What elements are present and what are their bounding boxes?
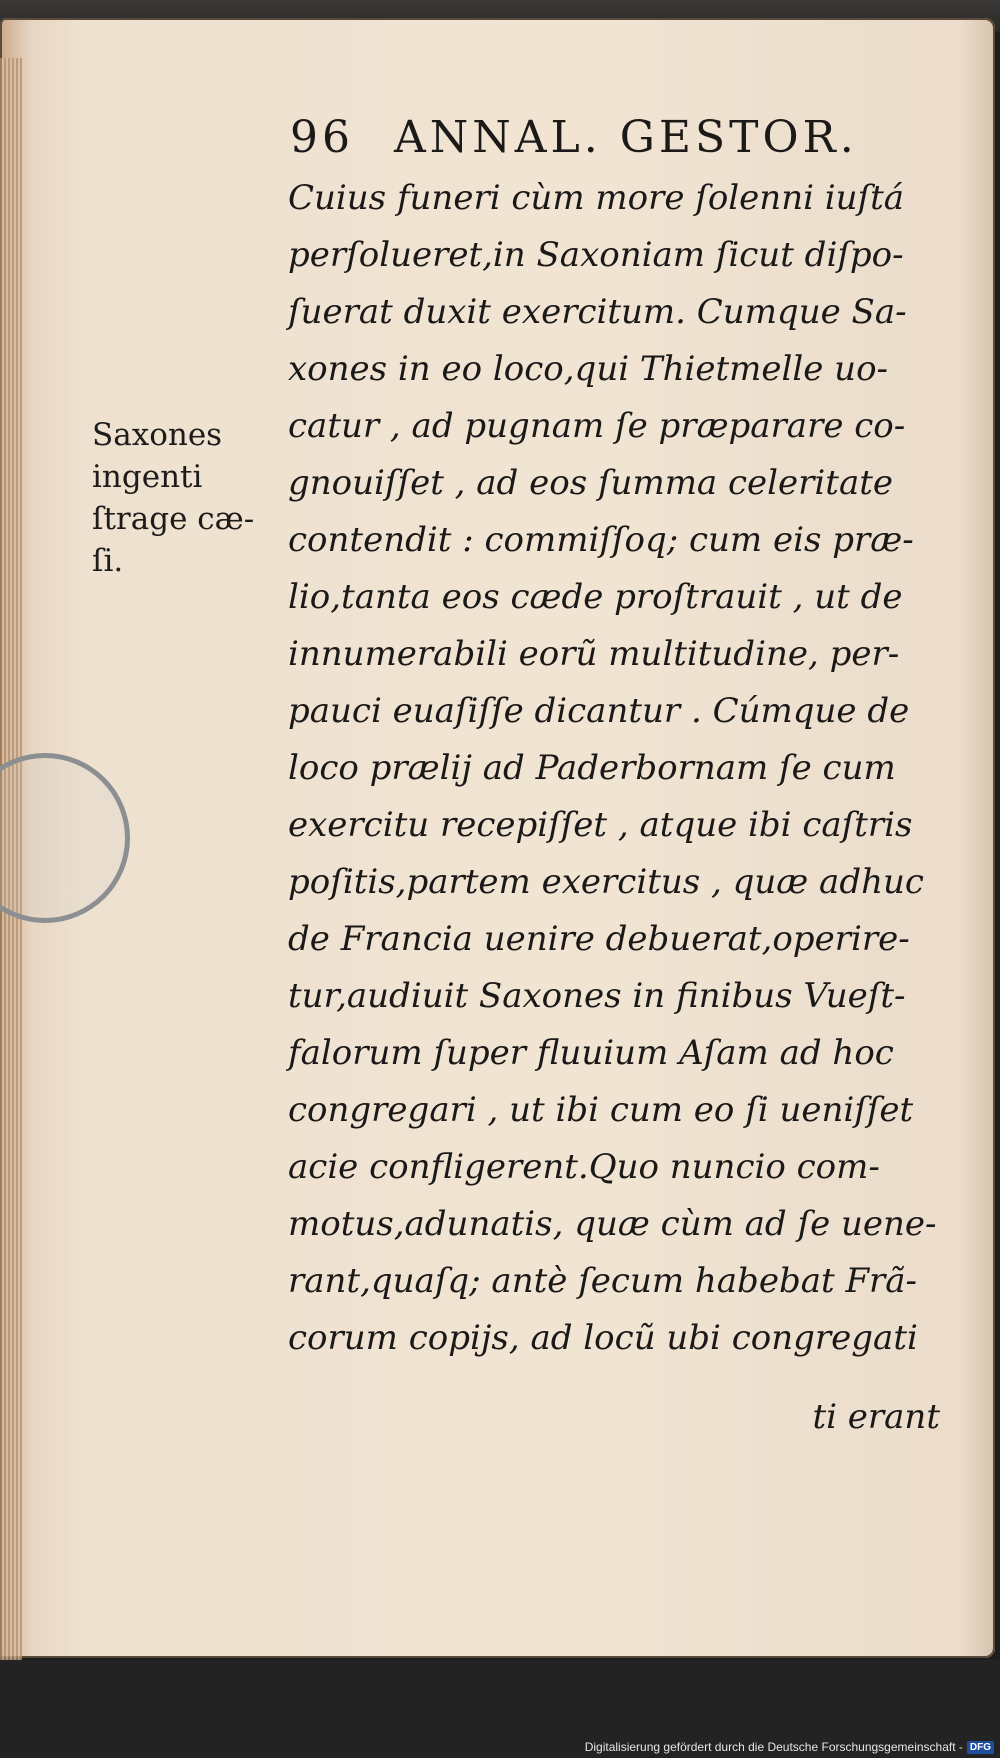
running-title: ANNAL. GESTOR.	[394, 112, 858, 163]
text-line: contendit : commiſſoq; cum eis præ-	[288, 520, 914, 560]
bottom-scan-band	[0, 1660, 1000, 1758]
page-number: 96	[290, 112, 354, 163]
text-line: de Francia uenire debuerat,operire-	[288, 919, 910, 959]
book-clasp	[0, 753, 130, 923]
catchword: ti erant	[812, 1397, 940, 1437]
margin-note	[92, 414, 282, 582]
dfg-logo-icon: DFG	[967, 1741, 994, 1754]
text-line: gnouiſſet , ad eos ſumma celeritate	[288, 463, 894, 503]
text-line: motus,adunatis, quæ cùm ad ſe uene-	[288, 1204, 937, 1244]
credit-text: Digitalisierung gefördert durch die Deutsche Forschungsgemeinschaft -	[584, 1740, 963, 1754]
text-line: corum copijs, ad locũ ubi congregati	[288, 1318, 918, 1358]
text-line: perſolueret,in Saxoniam ſicut diſpo-	[288, 235, 904, 275]
margin-note-line: Saxones	[92, 417, 223, 453]
text-line: poſitis,partem exercitus , quæ adhuc	[288, 862, 924, 902]
page-header	[290, 112, 930, 163]
text-line: xones in eo loco,qui Thietmelle uo-	[288, 349, 889, 389]
text-line: lio,tanta eos cæde proſtrauit , ut de	[288, 577, 903, 617]
text-line: acie confligerent.Quo nuncio com-	[288, 1147, 880, 1187]
margin-note-line: ingenti	[92, 459, 203, 495]
text-line: catur , ad pugnam ſe præparare co-	[288, 406, 906, 446]
text-line: loco prælij ad Paderbornam ſe cum	[288, 748, 896, 788]
text-line: rant,quaſq; antè ſecum habebat Frã-	[288, 1261, 918, 1301]
body-text	[288, 170, 948, 1367]
text-line: pauci euaſiſſe dicantur . Cúmque de	[288, 691, 910, 731]
scan-edge-strip	[0, 0, 220, 14]
text-line: tur,audiuit Saxones in finibus Vueſt-	[288, 976, 906, 1016]
text-line: exercitu recepiſſet , atque ibi caſtris	[288, 805, 913, 845]
margin-note-line: ſtrage cæ-	[92, 501, 255, 537]
digitization-credit	[585, 1740, 994, 1754]
text-line: Cuius funeri cùm more ſolenni iuſtá	[288, 178, 905, 218]
text-line: innumerabili eorũ multitudine, per-	[288, 634, 900, 674]
text-line: congregari , ut ibi cum eo ſi ueniſſet	[288, 1090, 914, 1130]
text-line: ſuerat duxit exercitum. Cumque Sa-	[288, 292, 907, 332]
margin-note-line: ſi.	[92, 543, 124, 579]
text-line: falorum ſuper fluuium Aſam ad hoc	[288, 1033, 894, 1073]
